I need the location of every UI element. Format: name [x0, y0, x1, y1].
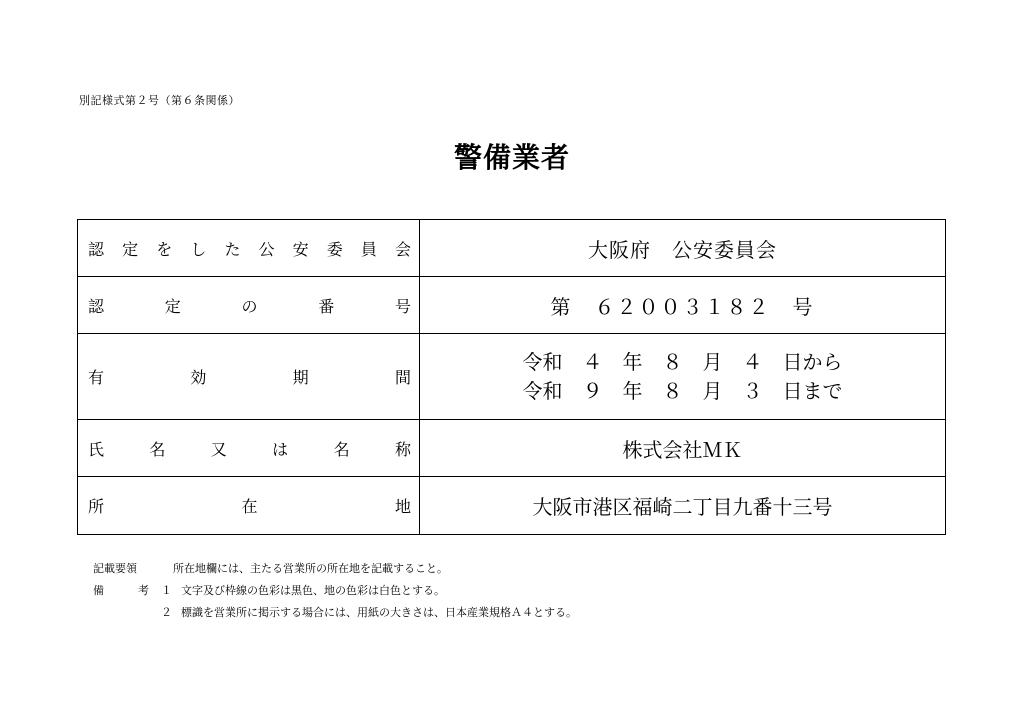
instructions-text: 所在地欄には、主たる営業所の所在地を記載すること。	[173, 562, 448, 575]
label-char: の	[241, 296, 258, 316]
label-certifying-commission	[78, 220, 420, 277]
label-char: 認	[88, 296, 105, 316]
value-certification-number: 第 ６２００３１８２ 号	[420, 277, 946, 334]
label-char: 安	[292, 239, 309, 259]
remarks-heading-char: 考	[138, 584, 149, 597]
label-char: し	[190, 239, 207, 259]
table-row-certifying-commission	[78, 220, 946, 277]
instructions-row	[93, 558, 577, 580]
label-char: 又	[210, 439, 227, 459]
label-char: 名	[333, 439, 350, 459]
label-char: 称	[394, 439, 411, 459]
instructions-heading: 記載要領	[93, 562, 137, 575]
label-address	[78, 477, 420, 535]
label-char: 定	[122, 239, 139, 259]
label-char: 期	[292, 368, 309, 387]
sign-table	[77, 219, 946, 535]
label-certification-number	[78, 277, 420, 334]
validity-end: 令和 ９ 年 ８ 月 ３ 日まで	[522, 378, 843, 403]
label-char: た	[224, 239, 241, 259]
table-row-address	[78, 477, 946, 535]
label-char: 認	[88, 239, 105, 259]
value-validity-period	[420, 334, 946, 420]
label-char: を	[156, 239, 173, 259]
label-char: 効	[190, 368, 207, 387]
label-char: 員	[360, 239, 377, 259]
value-business-name: 株式会社ＭＫ	[420, 420, 946, 477]
label-validity-period	[78, 334, 420, 420]
table-row-validity-period	[78, 334, 946, 420]
remarks-indent	[93, 602, 161, 624]
label-char: は	[272, 439, 289, 459]
document-title: 警備業者	[453, 141, 570, 174]
validity-start: 令和 ４ 年 ８ 月 ４ 日から	[522, 349, 843, 374]
label-char: 号	[394, 296, 411, 316]
table-row-business-name	[78, 420, 946, 477]
label-char: 番	[318, 296, 335, 316]
remarks-row-1	[93, 580, 577, 602]
value-certifying-commission: 大阪府 公安委員会	[420, 220, 946, 277]
label-char: 氏	[88, 439, 105, 459]
remark-number: １	[161, 584, 172, 597]
label-char: 会	[394, 239, 411, 259]
remark-number: ２	[161, 606, 172, 619]
value-address: 大阪市港区福崎二丁目九番十三号	[420, 477, 946, 535]
label-char: 公	[258, 239, 275, 259]
label-char: 間	[394, 368, 411, 387]
form-number: 別記様式第２号（第６条関係）	[79, 94, 240, 107]
label-char: 地	[394, 497, 411, 516]
label-char: 在	[241, 497, 258, 516]
label-char: 委	[326, 239, 343, 259]
label-business-name	[78, 420, 420, 477]
label-char: 有	[88, 368, 105, 387]
remarks-row-2	[93, 602, 577, 624]
remarks-heading-char: 備	[93, 584, 104, 597]
label-char: 所	[88, 497, 105, 516]
label-char: 名	[149, 439, 166, 459]
label-char: 定	[164, 296, 181, 316]
remark-text: 標識を営業所に掲示する場合には、用紙の大きさは、日本産業規格Ａ４とする。	[181, 606, 577, 619]
notes-section	[93, 558, 577, 624]
table-row-certification-number	[78, 277, 946, 334]
remark-text: 文字及び枠線の色彩は黒色、地の色彩は白色とする。	[181, 584, 445, 597]
remarks-heading	[93, 580, 161, 602]
